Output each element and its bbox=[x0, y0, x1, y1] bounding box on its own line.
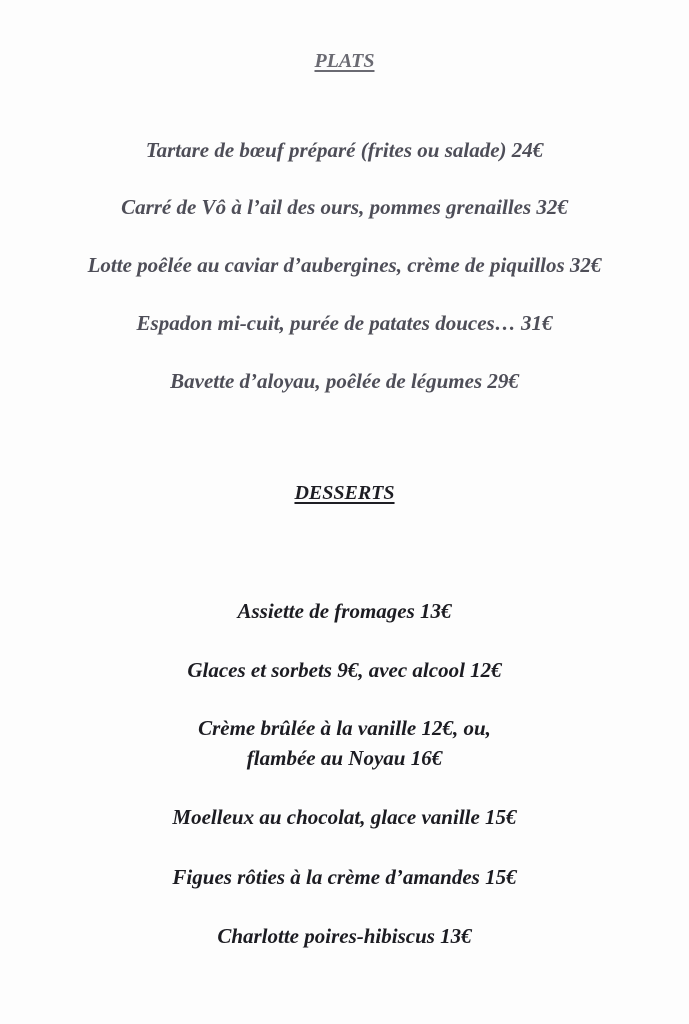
menu-item: Assiette de fromages 13€ bbox=[237, 599, 452, 623]
menu-item: Charlotte poires-hibiscus 13€ bbox=[217, 924, 472, 948]
menu-item: Bavette d’aloyau, poêlée de légumes 29€ bbox=[170, 369, 519, 393]
menu-item: Carré de Vô à l’ail des ours, pommes grenailles 32€ bbox=[121, 195, 568, 219]
menu-item: Moelleux au chocolat, glace vanille 15€ bbox=[172, 805, 517, 829]
plats-heading: PLATS bbox=[314, 50, 375, 72]
menu-item-line: Crème brûlée à la vanille 12€, ou, bbox=[198, 716, 491, 740]
menu-item-multiline bbox=[0, 713, 689, 773]
menu-item-line: flambée au Noyau 16€ bbox=[246, 746, 443, 770]
desserts-heading: DESSERTS bbox=[294, 482, 395, 504]
menu-item: Figues rôties à la crème d’amandes 15€ bbox=[172, 865, 517, 889]
menu-item: Espadon mi-cuit, purée de patates douces… 31€ bbox=[136, 311, 553, 335]
menu-item: Lotte poêlée au caviar d’aubergines, crème de piquillos 32€ bbox=[87, 253, 602, 277]
menu-item: Tartare de bœuf préparé (frites ou salade) 24€ bbox=[145, 138, 544, 162]
menu-item: Glaces et sorbets 9€, avec alcool 12€ bbox=[187, 658, 502, 682]
